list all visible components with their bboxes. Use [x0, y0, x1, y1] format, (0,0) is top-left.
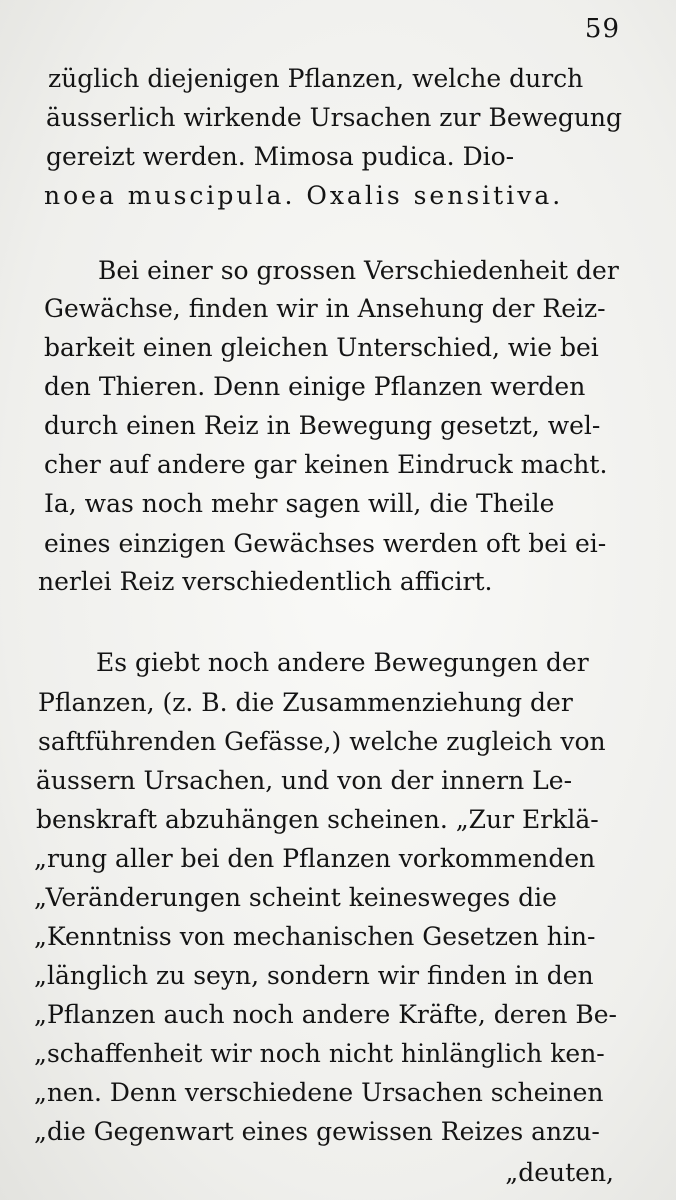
text-line: äusserlich wirkende Ursachen zur Bewegung	[46, 103, 623, 132]
text-line: durch einen Reiz in Bewegung gesetzt, wel-	[44, 411, 601, 440]
catchword: „deuten,	[505, 1158, 614, 1187]
text-line: Ia, was noch mehr sagen will, die Theile	[44, 489, 555, 518]
text-line: „Kenntniss von mechanischen Gesetzen hin-	[34, 922, 596, 951]
text-line: „schaffenheit wir noch nicht hinlänglich ken-	[34, 1039, 605, 1068]
text-line: „die Gegenwart eines gewissen Reizes anzu-	[34, 1117, 600, 1146]
text-line: den Thieren. Denn einige Pflanzen werden	[44, 372, 586, 401]
text-line: Bei einer so grossen Verschiedenheit der	[98, 256, 619, 285]
text-line: eines einzigen Gewächses werden oft bei ei-	[44, 529, 607, 558]
text-line: noea muscipula. Oxalis sensitiva.	[44, 181, 564, 210]
text-line: gereizt werden. Mimosa pudica. Dio-	[46, 142, 515, 171]
text-line: Pflanzen, (z. B. die Zusammenziehung der	[38, 688, 573, 717]
text-line: saftführenden Gefässe,) welche zugleich von	[38, 727, 606, 756]
text-line: „Veränderungen scheint keinesweges die	[34, 883, 557, 912]
text-line: Es giebt noch andere Bewegungen der	[96, 648, 589, 677]
text-line: „länglich zu seyn, sondern wir finden in den	[34, 961, 594, 990]
text-line: barkeit einen gleichen Unterschied, wie bei	[44, 333, 599, 362]
text-line: nerlei Reiz verschiedentlich afficirt.	[38, 567, 493, 596]
text-line: „Pflanzen auch noch andere Kräfte, deren Be-	[34, 1000, 617, 1029]
text-line: cher auf andere gar keinen Eindruck macht.	[44, 450, 608, 479]
text-line: Gewächse, finden wir in Ansehung der Reiz-	[44, 294, 606, 323]
text-line: äussern Ursachen, und von der innern Le-	[36, 766, 573, 795]
text-line: benskraft abzuhängen scheinen. „Zur Erklä-	[36, 805, 599, 834]
text-line: „nen. Denn verschiedene Ursachen scheinen	[34, 1078, 604, 1107]
page-number: 59	[584, 14, 620, 44]
text-line: züglich diejenigen Pflanzen, welche durch	[48, 64, 584, 93]
text-line: „rung aller bei den Pflanzen vorkommenden	[34, 844, 596, 873]
